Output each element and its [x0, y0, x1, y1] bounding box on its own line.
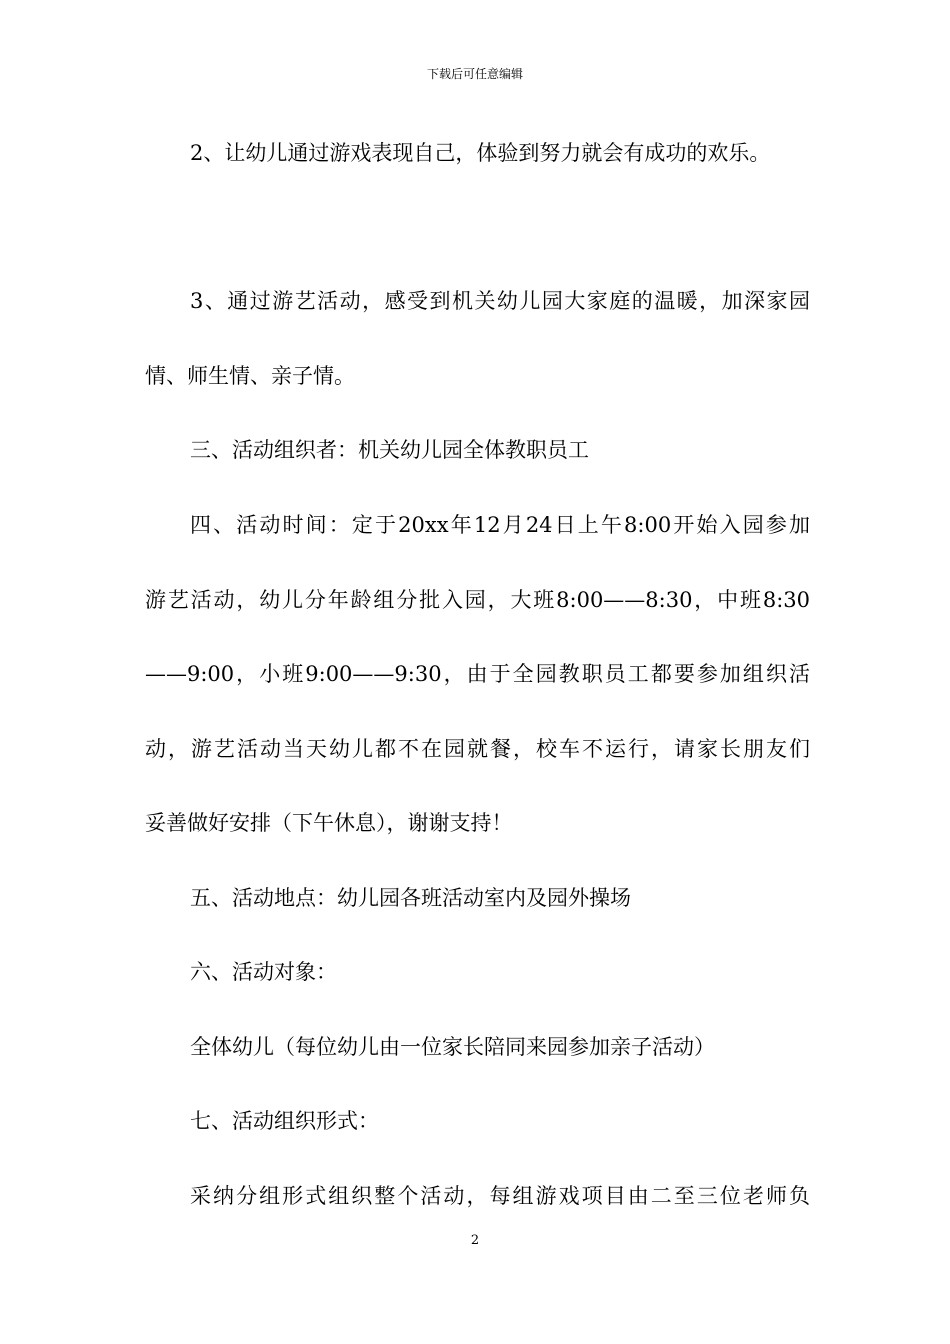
- paragraph-line: 妥善做好安排（下午休息），谢谢支持！: [145, 811, 513, 835]
- paragraph-line: 全体幼儿（每位幼儿由一位家长陪同来园参加亲子活动）: [190, 1035, 715, 1059]
- paragraph-line: 三、活动组织者：机关幼儿园全体教职员工: [190, 438, 589, 462]
- paragraph-line: ——9:00，小班9:00——9:30，由于全园教职员工都要参加组织活: [145, 662, 810, 686]
- paragraph-line: 六、活动对象：: [190, 960, 337, 984]
- page-header: 下载后可任意编辑: [426, 67, 523, 81]
- paragraph-line: 游艺活动，幼儿分年龄组分批入园，大班8:00——8:30，中班8:30: [145, 588, 810, 612]
- paragraph-line: 情、师生情、亲子情。: [145, 364, 355, 388]
- page-number: 2: [470, 1233, 480, 1248]
- paragraph-line: 四、活动时间：定于20xx年12月24日上午8:00开始入园参加: [190, 513, 810, 537]
- paragraph-line: 动，游艺活动当天幼儿都不在园就餐，校车不运行，请家长朋友们: [145, 737, 810, 761]
- paragraph-line: 五、活动地点：幼儿园各班活动室内及园外操场: [190, 886, 631, 910]
- paragraph-line: 七、活动组织形式：: [190, 1109, 379, 1133]
- paragraph-line: 2、让幼儿通过游戏表现自己，体验到努力就会有成功的欢乐。: [190, 141, 771, 165]
- paragraph-line: 3、通过游艺活动，感受到机关幼儿园大家庭的温暖，加深家园: [190, 289, 810, 313]
- paragraph-line: 采纳分组形式组织整个活动，每组游戏项目由二至三位老师负: [190, 1184, 810, 1208]
